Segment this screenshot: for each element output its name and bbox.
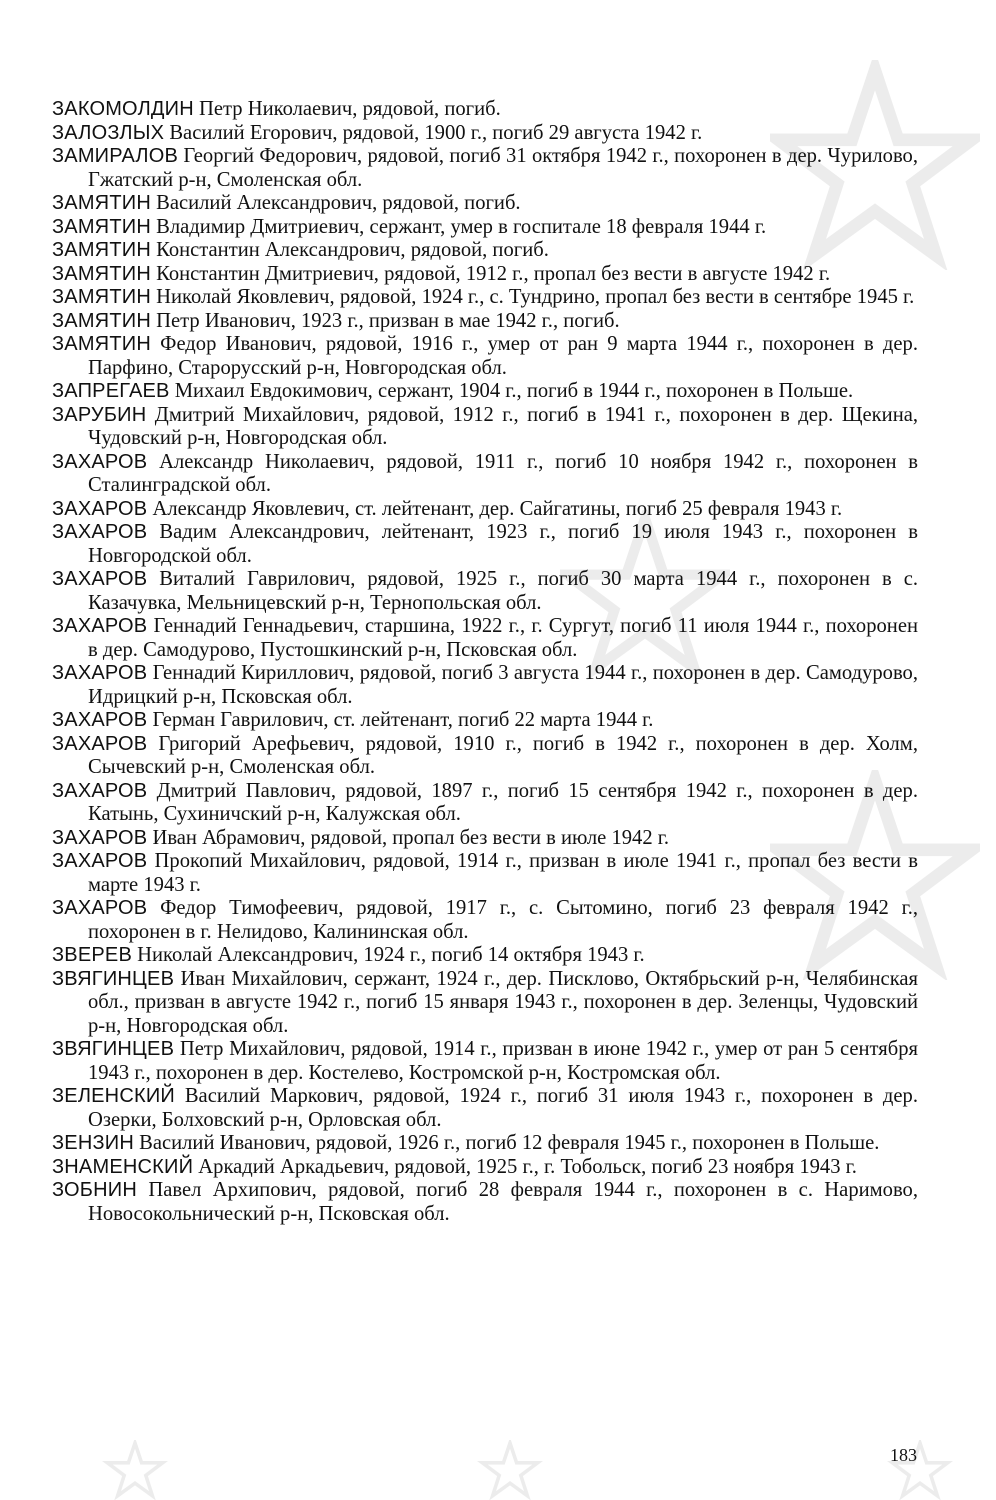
- surname: ЗАХАРОВ: [52, 497, 148, 520]
- memorial-entry: [52, 451, 918, 498]
- surname: ЗАМЯТИН: [52, 286, 151, 308]
- entry-details: Константин Александрович, рядовой, погиб.: [150, 239, 549, 261]
- surname: ЗАХАРОВ: [52, 732, 148, 755]
- memorial-entry: [52, 1085, 918, 1132]
- surname: ЗАМЯТИН: [52, 192, 151, 214]
- surname: ЗАХАРОВ: [52, 521, 148, 543]
- memorial-entry: [52, 1038, 918, 1085]
- entry-details: Геннадий Кириллович, рядовой, погиб 3 августа 1944 г., похоронен в дер. Самодурово, Идрицкий р-н, Псковская обл.: [88, 662, 918, 708]
- entry-details: Дмитрий Павлович, рядовой, 1897 г., погиб 15 сентября 1942 г., похоронен в дер. Катынь, Сухиничский р-н, Калужская обл.: [88, 779, 918, 825]
- surname: ЗАХАРОВ: [52, 709, 148, 731]
- surname: ЗАХАРОВ: [52, 662, 148, 684]
- memorial-entry: [52, 98, 918, 122]
- entry-details: Александр Николаевич, рядовой, 1911 г., погиб 10 ноября 1942 г., похоронен в Сталинградской обл.: [88, 450, 918, 496]
- entry-details: Петр Михайлович, рядовой, 1914 г., призван в июне 1942 г., умер от ран 5 сентября 1943 г., похоронен в дер. Костелево, Костромской р-н, Костромская обл.: [88, 1038, 918, 1084]
- entry-details: Виталий Гаврилович, рядовой, 1925 г., погиб 30 марта 1944 г., похоронен в с. Казачувка, Мельницевский р-н, Тернопольская обл.: [88, 568, 918, 614]
- memorial-entry: [52, 380, 918, 404]
- surname: ЗВЯГИНЦЕВ: [52, 967, 175, 990]
- entry-details: Константин Дмитриевич, рядовой, 1912 г., пропал без вести в августе 1942 г.: [150, 262, 831, 285]
- memorial-entry: [52, 122, 918, 146]
- page-number: 183: [890, 1445, 917, 1465]
- entry-details: Николай Яковлевич, рядовой, 1924 г., с. Тундрино, пропал без вести в сентябре 1945 г.: [150, 286, 915, 308]
- memorial-entry: [52, 709, 918, 733]
- entry-details: Иван Михайлович, сержант, 1924 г., дер. Писклово, Октябрьский р-н, Челябинская обл., призван в августе 1942 г., погиб 15 января 1943 г., похоронен в дер. Зеленцы, Чудовский р-н, Новгородская обл.: [88, 967, 918, 1037]
- entry-details: Вадим Александрович, лейтенант, 1923 г., погиб 19 июля 1943 г., похоронен в Новгородской обл.: [88, 521, 918, 567]
- entry-details: Геннадий Геннадьевич, старшина, 1922 г., г. Сургут, погиб 11 июля 1944 г., похоронен в дер. Самодурово, Пустошкинский р-н, Псковская обл.: [88, 615, 918, 661]
- memorial-entry: [52, 145, 918, 192]
- surname: ЗАХАРОВ: [52, 826, 148, 849]
- surname: ЗАХАРОВ: [52, 850, 148, 872]
- memorial-entry: [52, 239, 918, 263]
- entry-details: Павел Архипович, рядовой, погиб 28 февраля 1944 г., похоронен в с. Наримово, Новосокольнический р-н, Псковская обл.: [88, 1179, 918, 1225]
- surname: ЗАХАРОВ: [52, 779, 148, 802]
- memorial-entry: [52, 263, 918, 287]
- entry-details: Дмитрий Михайлович, рядовой, 1912 г., погиб в 1941 г., похоронен в дер. Щекина, Чудовский р-н, Новгородская обл.: [88, 403, 918, 449]
- memorial-entry: [52, 404, 918, 451]
- entry-details: Александр Яковлевич, ст. лейтенант, дер. Сайгатины, погиб 25 февраля 1943 г.: [147, 497, 843, 520]
- memorial-entry: [52, 286, 918, 310]
- memorial-entry: [52, 192, 918, 216]
- surname: ЗЕНЗИН: [52, 1132, 134, 1154]
- memorial-entry: [52, 216, 918, 240]
- entry-details: Петр Иванович, 1923 г., призван в мае 1942 г., погиб.: [150, 309, 620, 332]
- surname: ЗАХАРОВ: [52, 897, 148, 919]
- memorial-entry: [52, 968, 918, 1039]
- entry-details: Федор Тимофеевич, рядовой, 1917 г., с. Сытомино, погиб 23 февраля 1942 г., похоронен в г. Нелидово, Калининская обл.: [88, 897, 918, 943]
- entry-details: Петр Николаевич, рядовой, погиб.: [193, 98, 501, 120]
- memorial-entry-list: [52, 98, 918, 1226]
- surname: ЗАХАРОВ: [52, 450, 148, 473]
- star-watermark-icon: [470, 1440, 550, 1500]
- surname: ЗНАМЕНСКИЙ: [52, 1155, 194, 1178]
- surname: ЗВЯГИНЦЕВ: [52, 1038, 175, 1060]
- entry-details: Прокопий Михайлович, рядовой, 1914 г., призван в июле 1941 г., пропал без вести в марте 1943 г.: [88, 850, 918, 896]
- entry-details: Николай Александрович, 1924 г., погиб 14 октября 1943 г.: [131, 944, 645, 966]
- entry-details: Василий Егорович, рядовой, 1900 г., погиб 29 августа 1942 г.: [164, 121, 703, 144]
- entry-details: Василий Иванович, рядовой, 1926 г., погиб 12 февраля 1945 г., похоронен в Польше.: [133, 1132, 880, 1154]
- surname: ЗЕЛЕНСКИЙ: [52, 1085, 175, 1107]
- surname: ЗОБНИН: [52, 1179, 137, 1201]
- memorial-entry: [52, 310, 918, 334]
- memorial-entry: [52, 897, 918, 944]
- entry-details: Василий Александрович, рядовой, погиб.: [150, 192, 521, 214]
- memorial-entry: [52, 850, 918, 897]
- memorial-entry: [52, 568, 918, 615]
- memorial-entry: [52, 662, 918, 709]
- memorial-entry: [52, 1179, 918, 1226]
- entry-details: Федор Иванович, рядовой, 1916 г., умер от ран 9 марта 1944 г., похоронен в дер. Парфино, Старорусский р-н, Новгородская обл.: [88, 333, 918, 379]
- surname: ЗАМИРАЛОВ: [52, 145, 179, 167]
- surname: ЗАМЯТИН: [52, 333, 151, 355]
- surname: ЗАХАРОВ: [52, 568, 148, 590]
- surname: ЗАПРЕГАЕВ: [52, 380, 170, 402]
- entry-details: Владимир Дмитриевич, сержант, умер в госпитале 18 февраля 1944 г.: [150, 215, 767, 238]
- entry-details: Василий Маркович, рядовой, 1924 г., погиб 31 июля 1943 г., похоронен в дер. Озерки, Болховский р-н, Орловская обл.: [88, 1085, 918, 1131]
- surname: ЗАЛОЗЛЫХ: [52, 121, 165, 144]
- memorial-entry: [52, 780, 918, 827]
- entry-details: Герман Гаврилович, ст. лейтенант, погиб 22 марта 1944 г.: [147, 709, 654, 731]
- memorial-entry: [52, 944, 918, 968]
- surname: ЗАХАРОВ: [52, 615, 148, 637]
- entry-details: Михаил Евдокимович, сержант, 1904 г., погиб в 1944 г., похоронен в Польше.: [169, 380, 854, 402]
- memorial-entry: [52, 333, 918, 380]
- entry-details: Иван Абрамович, рядовой, пропал без вести в июле 1942 г.: [147, 826, 670, 849]
- entry-details: Аркадий Аркадьевич, рядовой, 1925 г., г. Тобольск, погиб 23 ноября 1943 г.: [193, 1155, 857, 1178]
- memorial-entry: [52, 521, 918, 568]
- surname: ЗАМЯТИН: [52, 262, 151, 285]
- entry-details: Григорий Арефьевич, рядовой, 1910 г., погиб в 1942 г., похоронен в дер. Холм, Сычевский р-н, Смоленская обл.: [88, 732, 918, 778]
- surname: ЗАМЯТИН: [52, 239, 151, 261]
- surname: ЗАРУБИН: [52, 403, 147, 426]
- memorial-entry: [52, 615, 918, 662]
- surname: ЗАКОМОЛДИН: [52, 98, 194, 120]
- memorial-entry: [52, 827, 918, 851]
- surname: ЗАМЯТИН: [52, 309, 151, 332]
- memorial-entry: [52, 1156, 918, 1180]
- memorial-entry: [52, 498, 918, 522]
- entry-details: Георгий Федорович, рядовой, погиб 31 октября 1942 г., похоронен в дер. Чурилово, Гжатский р-н, Смоленская обл.: [88, 145, 918, 191]
- surname: ЗАМЯТИН: [52, 215, 151, 238]
- memorial-entry: [52, 1132, 918, 1156]
- surname: ЗВЕРЕВ: [52, 944, 132, 966]
- star-watermark-icon: [90, 1440, 180, 1500]
- memorial-entry: [52, 733, 918, 780]
